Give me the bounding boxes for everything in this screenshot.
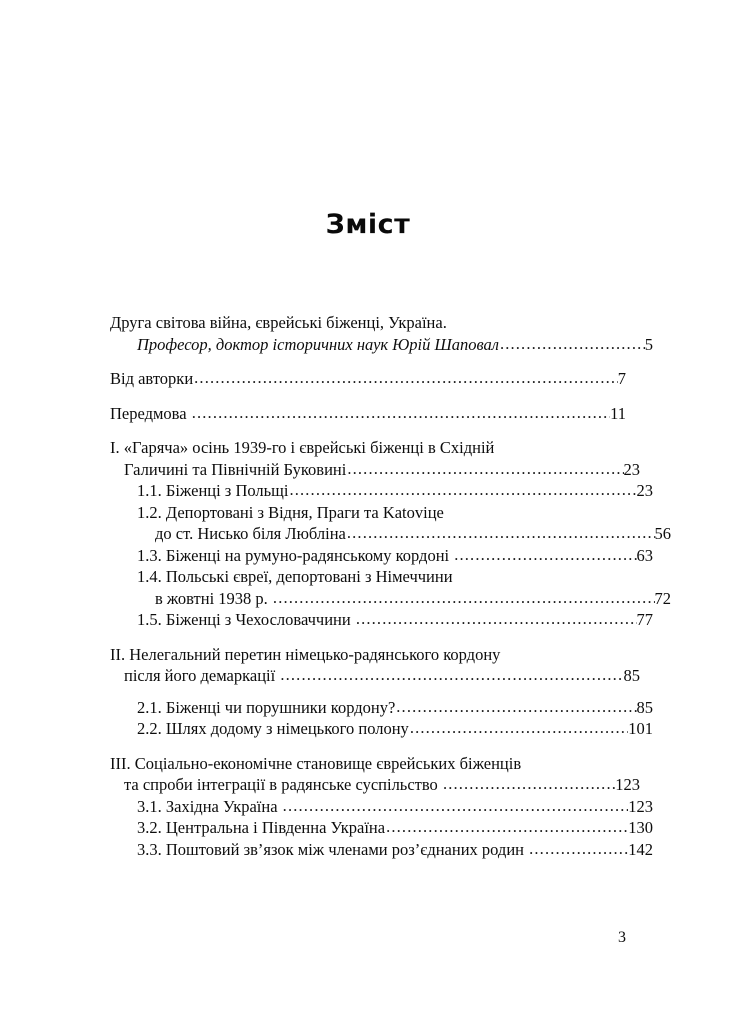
toc-group (110, 437, 671, 631)
toc-entry-line (110, 718, 653, 740)
toc-entry-label: 1.3. Біженці на румуно-радянському кордоні (137, 545, 454, 565)
dot-leader (386, 816, 628, 838)
toc-entry-line (110, 588, 671, 610)
toc-entry-label: 2.1. Біженці чи порушники кордону? (137, 697, 396, 717)
toc-page-number: 11 (610, 403, 626, 423)
toc-entry-line (110, 480, 653, 502)
toc-page-number: 123 (615, 775, 640, 794)
toc-entry-line (110, 368, 626, 390)
toc-entry-label: II. Нелегальний перетин німецько-радянського кордону (110, 644, 501, 664)
toc-group (110, 403, 626, 425)
toc-entry-label: Передмова (110, 403, 191, 423)
toc-entry-label: Галичині та Північній Буковині (124, 459, 347, 479)
toc-entry[interactable] (110, 697, 653, 719)
toc-group (110, 753, 653, 861)
toc-page-number: 77 (636, 610, 653, 629)
toc-entry[interactable] (110, 609, 653, 631)
toc-entry-label: та спроби інтеграції в радянське суспільство (124, 775, 442, 794)
toc-entry[interactable] (110, 545, 653, 567)
toc-entry[interactable] (110, 480, 653, 502)
toc-page-number: 72 (654, 588, 671, 608)
toc-entry-label: III. Соціально-економічне становище єврейських біженців (110, 753, 522, 773)
toc-group (110, 368, 626, 390)
toc-entry[interactable] (110, 644, 640, 687)
toc-entry-line (110, 334, 653, 356)
dot-leader (192, 402, 610, 424)
toc-entry-line (110, 545, 653, 567)
dot-leader (273, 587, 655, 609)
toc-entry-label: 3.3. Поштовий зв’язок між членами роз’єднаних родин (137, 839, 529, 859)
toc-group (110, 312, 653, 355)
toc-entry-label: 3.1. Західна Україна (137, 796, 282, 816)
folio-number: 3 (618, 929, 626, 946)
dot-leader (289, 479, 636, 501)
dot-leader (356, 608, 637, 630)
toc-group (110, 644, 653, 740)
dot-leader (283, 795, 629, 817)
toc-entry-label: 1.5. Біженці з Чехословаччини (137, 610, 355, 629)
toc-entry-line (110, 697, 653, 719)
toc-entry-line (110, 523, 671, 545)
toc-entry-label: Від авторки (110, 369, 194, 388)
dot-leader (396, 696, 636, 718)
toc-entry[interactable] (110, 502, 671, 545)
toc-page-number: 130 (628, 818, 653, 837)
toc-entry-line (110, 774, 640, 796)
toc-entry-label: Професор, доктор історичних наук Юрій Шаповал (137, 334, 499, 354)
toc-entry-label: I. «Гаряча» осінь 1939-го і єврейські біженці в Східній (110, 438, 495, 457)
dot-leader (500, 333, 645, 355)
toc-entry-label: Друга світова війна, єврейські біженці, Україна. (110, 313, 447, 332)
toc-entry-line (110, 665, 640, 687)
dot-leader (410, 717, 628, 739)
dot-leader (194, 367, 618, 389)
toc-entry-label: після його демаркації (124, 666, 280, 685)
table-of-contents (110, 312, 671, 860)
toc-page-number: 85 (636, 697, 653, 717)
toc-entry[interactable] (110, 437, 640, 480)
toc-page-number: 142 (628, 839, 653, 859)
toc-entry[interactable] (110, 753, 640, 796)
toc-entry-label: 3.2. Центральна і Південна Україна (137, 818, 386, 837)
toc-entry[interactable] (110, 796, 653, 818)
toc-entry-line (110, 459, 640, 481)
toc-entry[interactable] (110, 817, 653, 839)
toc-page-number: 123 (628, 796, 653, 816)
dot-leader (280, 664, 623, 686)
toc-entry[interactable] (110, 839, 653, 861)
dot-leader (529, 838, 628, 860)
toc-entry-line (110, 403, 626, 425)
dot-leader (347, 522, 655, 544)
toc-entry[interactable] (110, 718, 653, 740)
toc-entry-line (110, 796, 653, 818)
toc-page-number: 7 (617, 369, 626, 388)
toc-entry[interactable] (110, 368, 626, 390)
toc-entry-line (110, 609, 653, 631)
toc-page-number: 56 (654, 524, 671, 543)
toc-page-number: 23 (623, 459, 640, 479)
toc-entry-label: в жовтні 1938 р. (155, 588, 272, 608)
page-title: Зміст (325, 209, 411, 240)
toc-entry-label: 1.1. Біженці з Польщі (137, 481, 289, 500)
toc-page-number: 63 (636, 545, 653, 565)
toc-entry-line (110, 817, 653, 839)
toc-entry[interactable] (110, 566, 671, 609)
dot-leader (347, 458, 623, 480)
toc-entry-label: 1.2. Депортовані з Відня, Праги та Katoviцe (137, 502, 444, 522)
dot-leader (443, 773, 615, 795)
toc-entry-label: 2.2. Шлях додому з німецького полону (137, 719, 409, 738)
toc-entry[interactable] (110, 312, 653, 355)
toc-page-number: 23 (636, 481, 653, 500)
toc-page-number: 5 (644, 334, 653, 354)
toc-entry[interactable] (110, 403, 626, 425)
toc-page-number: 85 (623, 666, 640, 685)
toc-page-number: 101 (628, 719, 653, 738)
toc-entry-line (110, 839, 653, 861)
dot-leader (454, 544, 636, 566)
toc-entry-label: до ст. Ниcько біля Любліна (155, 524, 346, 543)
toc-entry-label: 1.4. Польські євреї, депортовані з Німеччини (137, 567, 453, 586)
